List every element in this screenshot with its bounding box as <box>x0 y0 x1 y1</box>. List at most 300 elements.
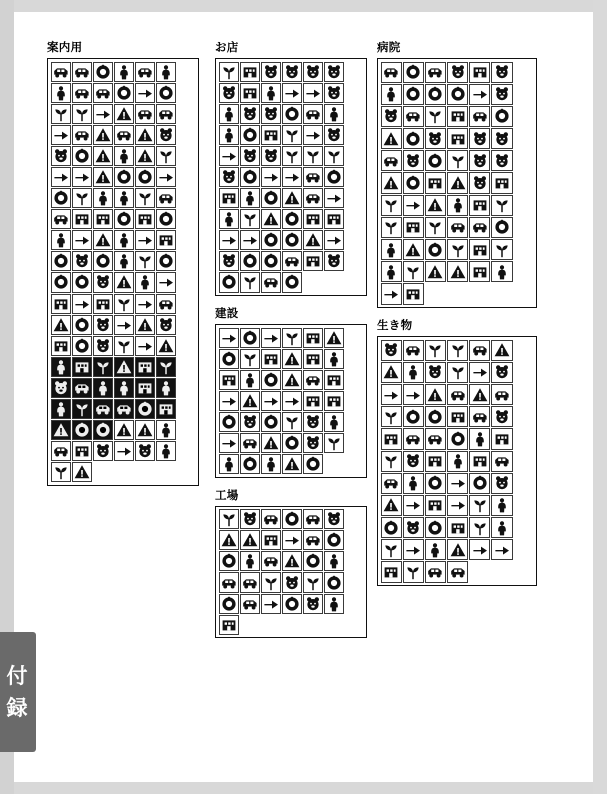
first-aid-icon[interactable] <box>93 146 113 166</box>
book-store-icon[interactable] <box>324 125 344 145</box>
subway-icon[interactable] <box>135 209 155 229</box>
owl-icon[interactable] <box>469 406 490 427</box>
no-food-icon[interactable] <box>135 399 155 419</box>
bicycle-icon[interactable] <box>72 209 92 229</box>
hand-stop-icon[interactable] <box>324 594 344 614</box>
bath-icon[interactable] <box>51 167 71 187</box>
flower-icon[interactable] <box>403 517 424 538</box>
bulldozer-icon[interactable] <box>303 391 323 411</box>
quality-check-icon[interactable] <box>219 594 239 614</box>
syringe-icon[interactable] <box>447 106 468 127</box>
shower-icon[interactable] <box>156 146 176 166</box>
duck-icon[interactable] <box>381 428 402 449</box>
stomach-icon[interactable] <box>403 217 424 238</box>
tennis-icon[interactable] <box>93 315 113 335</box>
penguin-icon[interactable] <box>403 428 424 449</box>
bus-icon[interactable] <box>114 188 134 208</box>
warehouse-icon[interactable] <box>324 251 344 271</box>
helmet-icon[interactable] <box>219 328 239 348</box>
no-entry-sign-icon[interactable] <box>114 399 134 419</box>
biohazard-icon[interactable] <box>425 239 446 260</box>
test-tube-icon[interactable] <box>425 172 446 193</box>
slope-icon[interactable] <box>72 230 92 250</box>
snake-icon[interactable] <box>403 473 424 494</box>
radiation-icon[interactable] <box>403 239 424 260</box>
virus-icon[interactable] <box>491 150 512 171</box>
magnifier-icon[interactable] <box>261 188 281 208</box>
mountain-icon[interactable] <box>72 294 92 314</box>
pills-icon[interactable] <box>403 128 424 149</box>
inspection-icon[interactable] <box>240 594 260 614</box>
shovel-icon[interactable] <box>303 433 323 453</box>
joint-icon[interactable] <box>491 217 512 238</box>
laundry-icon[interactable] <box>303 125 323 145</box>
blood-bag-icon[interactable] <box>491 128 512 149</box>
worker-signal-icon[interactable] <box>282 454 302 474</box>
dump-truck-icon[interactable] <box>219 412 239 432</box>
conveyor-icon[interactable] <box>240 509 260 529</box>
table-chair-icon[interactable] <box>93 251 113 271</box>
fish-shop-icon[interactable] <box>303 83 323 103</box>
running-icon[interactable] <box>135 315 155 335</box>
price-tag-icon[interactable] <box>240 125 260 145</box>
pig-icon[interactable] <box>447 362 468 383</box>
intercom-icon[interactable] <box>51 146 71 166</box>
brush-icon[interactable] <box>282 433 302 453</box>
no-smoking-icon[interactable] <box>114 146 134 166</box>
no-mobile-icon[interactable] <box>93 420 113 440</box>
mail-icon[interactable] <box>135 125 155 145</box>
ferry-icon[interactable] <box>156 209 176 229</box>
fitness-icon[interactable] <box>114 230 134 250</box>
luggage-storage-icon[interactable] <box>135 104 155 124</box>
wheelchair-icon[interactable] <box>114 83 134 103</box>
pallet-icon[interactable] <box>324 551 344 571</box>
turtle-icon[interactable] <box>491 451 512 472</box>
wrench-icon[interactable] <box>282 370 302 390</box>
no-climbing-icon[interactable] <box>72 441 92 461</box>
escalator-down-icon[interactable] <box>93 230 113 250</box>
train-icon[interactable] <box>93 188 113 208</box>
chick-icon[interactable] <box>447 561 468 582</box>
restroom-men-icon[interactable] <box>156 62 176 82</box>
phone-order-icon[interactable] <box>303 209 323 229</box>
lungs-icon[interactable] <box>469 195 490 216</box>
clock-tower-icon[interactable] <box>93 357 113 377</box>
grocery-icon[interactable] <box>324 83 344 103</box>
hand-signal-icon[interactable] <box>240 349 260 369</box>
elephant-icon[interactable] <box>469 384 490 405</box>
stairs-icon[interactable] <box>72 104 92 124</box>
restroom-unisex-icon[interactable] <box>72 83 92 103</box>
measuring-icon[interactable] <box>303 412 323 432</box>
parrot-icon[interactable] <box>447 428 468 449</box>
trowel-icon[interactable] <box>261 391 281 411</box>
cow-icon[interactable] <box>469 362 490 383</box>
dog-icon[interactable] <box>469 340 490 361</box>
knife-icon[interactable] <box>219 167 239 187</box>
eagle-icon[interactable] <box>425 428 446 449</box>
sheep-icon[interactable] <box>381 384 402 405</box>
appendix-side-tab[interactable] <box>0 632 36 752</box>
food-cart-icon[interactable] <box>240 83 260 103</box>
welding-icon[interactable] <box>240 572 260 592</box>
library-icon[interactable] <box>135 336 155 356</box>
bowl-icon[interactable] <box>156 251 176 271</box>
museum-icon[interactable] <box>114 336 134 356</box>
zebra-icon[interactable] <box>381 406 402 427</box>
iron-icon[interactable] <box>240 188 260 208</box>
box-open-icon[interactable] <box>282 251 302 271</box>
spider-icon[interactable] <box>403 495 424 516</box>
no-pets-icon[interactable] <box>156 378 176 398</box>
motorcycle-icon[interactable] <box>93 209 113 229</box>
open-sign-icon[interactable] <box>219 209 239 229</box>
shopping-bag-icon[interactable] <box>282 62 302 82</box>
airplane-icon[interactable] <box>72 188 92 208</box>
blueprint-icon[interactable] <box>219 433 239 453</box>
grasshopper-icon[interactable] <box>381 517 402 538</box>
no-bicycles-icon[interactable] <box>51 399 71 419</box>
restroom-women-icon[interactable] <box>51 83 71 103</box>
clothes-shop-icon[interactable] <box>324 62 344 82</box>
frog-icon[interactable] <box>381 473 402 494</box>
microscope-icon[interactable] <box>381 84 402 105</box>
picnic-icon[interactable] <box>72 336 92 356</box>
prohibited-icon[interactable] <box>72 399 92 419</box>
bone-icon[interactable] <box>469 217 490 238</box>
cup-icon[interactable] <box>135 251 155 271</box>
hand-cart-icon[interactable] <box>303 572 323 592</box>
dust-mask-icon[interactable] <box>219 370 239 390</box>
no-running-icon[interactable] <box>93 441 113 461</box>
art-gallery-icon[interactable] <box>51 357 71 377</box>
bamboo-icon[interactable] <box>425 561 446 582</box>
doctor-icon[interactable] <box>469 62 490 83</box>
worker-lifting-icon[interactable] <box>219 454 239 474</box>
panda-face-icon[interactable] <box>403 362 424 383</box>
escalator-icon[interactable] <box>51 104 71 124</box>
safety-glasses-icon[interactable] <box>303 349 323 369</box>
mushroom-icon[interactable] <box>425 539 446 560</box>
ant-icon[interactable] <box>381 495 402 516</box>
kidney-icon[interactable] <box>447 217 468 238</box>
takeout-box-icon[interactable] <box>282 167 302 187</box>
worker-icon[interactable] <box>240 328 260 348</box>
dna-icon[interactable] <box>381 172 402 193</box>
vending-machine-icon[interactable] <box>93 167 113 187</box>
swimming-icon[interactable] <box>135 294 155 314</box>
lighthouse-icon[interactable] <box>156 357 176 377</box>
shopping-cart-icon[interactable] <box>135 230 155 250</box>
hours-icon[interactable] <box>261 209 281 229</box>
pharmacy-icon[interactable] <box>240 104 260 124</box>
sanitize-icon[interactable] <box>469 239 490 260</box>
first-aid-cross-icon[interactable] <box>219 349 239 369</box>
recycle-icon[interactable] <box>156 167 176 187</box>
parking-icon[interactable] <box>51 230 71 250</box>
dragonfly-icon[interactable] <box>491 495 512 516</box>
no-skateboard-icon[interactable] <box>156 420 176 440</box>
shark-icon[interactable] <box>403 451 424 472</box>
lion-icon[interactable] <box>447 384 468 405</box>
fire-extinguisher-icon[interactable] <box>72 146 92 166</box>
octopus-icon[interactable] <box>425 451 446 472</box>
robot-arm-icon[interactable] <box>261 530 281 550</box>
hot-spring-icon[interactable] <box>72 167 92 187</box>
lizard-icon[interactable] <box>425 473 446 494</box>
ski-icon[interactable] <box>51 294 71 314</box>
no-touch-icon[interactable] <box>135 441 155 461</box>
closed-sign-icon[interactable] <box>240 209 260 229</box>
seed-icon[interactable] <box>381 561 402 582</box>
beetle-icon[interactable] <box>491 473 512 494</box>
scalpel-icon[interactable] <box>469 106 490 127</box>
coins-icon[interactable] <box>282 104 302 124</box>
counter-icon[interactable] <box>72 125 92 145</box>
bakery-icon[interactable] <box>261 83 281 103</box>
drinking-fountain-icon[interactable] <box>135 146 155 166</box>
gloves-icon[interactable] <box>282 328 302 348</box>
no-camera-icon[interactable] <box>114 420 134 440</box>
worker-safety-icon[interactable] <box>219 615 239 635</box>
rabbit-icon[interactable] <box>425 340 446 361</box>
tools-cross-icon[interactable] <box>282 509 302 529</box>
thermometer-icon[interactable] <box>491 106 512 127</box>
reception-icon[interactable] <box>93 125 113 145</box>
nursing-room-icon[interactable] <box>114 167 134 187</box>
customs-icon[interactable] <box>51 251 71 271</box>
crane-icon[interactable] <box>324 391 344 411</box>
stroller-icon[interactable] <box>135 83 155 103</box>
aed-icon[interactable] <box>114 378 134 398</box>
vaccine-icon[interactable] <box>469 172 490 193</box>
telephone-icon[interactable] <box>114 125 134 145</box>
sewing-icon[interactable] <box>219 230 239 250</box>
wrench-tool-icon[interactable] <box>303 509 323 529</box>
no-feeding-icon[interactable] <box>156 441 176 461</box>
kettle-icon[interactable] <box>93 272 113 292</box>
paint-roller-icon[interactable] <box>261 433 281 453</box>
no-entry-icon[interactable] <box>51 188 71 208</box>
koala-icon[interactable] <box>425 406 446 427</box>
person-standing-icon[interactable] <box>135 62 155 82</box>
quarantine-icon[interactable] <box>491 239 512 260</box>
package-icon[interactable] <box>261 251 281 271</box>
monument-icon[interactable] <box>72 357 92 377</box>
emergency-icon[interactable] <box>403 283 424 304</box>
truck-delivery-icon[interactable] <box>219 272 239 292</box>
mouth-icon[interactable] <box>425 195 446 216</box>
spray-bottle-icon[interactable] <box>324 167 344 187</box>
rehabilitation-icon[interactable] <box>447 261 468 282</box>
scissors-icon[interactable] <box>324 209 344 229</box>
cactus-icon[interactable] <box>491 539 512 560</box>
machine-icon[interactable] <box>240 530 260 550</box>
worker-digging-icon[interactable] <box>324 433 344 453</box>
sunflower-icon[interactable] <box>447 517 468 538</box>
cafe-icon[interactable] <box>261 146 281 166</box>
monkey-icon[interactable] <box>425 362 446 383</box>
patient-walking-icon[interactable] <box>425 261 446 282</box>
tweezers-icon[interactable] <box>381 128 402 149</box>
arrow-left-icon[interactable] <box>303 594 323 614</box>
biohazard-sign-icon[interactable] <box>491 261 512 282</box>
exit-door-icon[interactable] <box>93 104 113 124</box>
barista-icon[interactable] <box>282 146 302 166</box>
boots-icon[interactable] <box>303 328 323 348</box>
red-cross-icon[interactable] <box>381 62 402 83</box>
atm-icon[interactable] <box>240 251 260 271</box>
vending-icon[interactable] <box>219 251 239 271</box>
lost-and-found-icon[interactable] <box>51 125 71 145</box>
shipping-icon[interactable] <box>282 594 302 614</box>
factory-icon[interactable] <box>219 509 239 529</box>
control-panel-icon[interactable] <box>303 530 323 550</box>
taxi-icon[interactable] <box>135 188 155 208</box>
hair-salon-icon[interactable] <box>282 125 302 145</box>
no-dogs-icon[interactable] <box>114 441 134 461</box>
fish-icon[interactable] <box>469 428 490 449</box>
no-ball-games-icon[interactable] <box>135 420 155 440</box>
assembly-icon[interactable] <box>324 572 344 592</box>
butcher-icon[interactable] <box>282 83 302 103</box>
baggage-claim-icon[interactable] <box>156 230 176 250</box>
harness-icon[interactable] <box>240 370 260 390</box>
gloves-work-icon[interactable] <box>261 509 281 529</box>
camping-icon[interactable] <box>93 294 113 314</box>
fishing-icon[interactable] <box>114 294 134 314</box>
crab-icon[interactable] <box>447 451 468 472</box>
ear-icon[interactable] <box>381 195 402 216</box>
warning-triangle-icon[interactable] <box>72 462 92 482</box>
storage-tank-icon[interactable] <box>261 551 281 571</box>
lathe-icon[interactable] <box>219 572 239 592</box>
pliers-icon[interactable] <box>240 391 260 411</box>
grain-icon[interactable] <box>469 539 490 560</box>
surfing-icon[interactable] <box>156 294 176 314</box>
castle-icon[interactable] <box>135 272 155 292</box>
restroom-sign-icon[interactable] <box>72 251 92 271</box>
horse-icon[interactable] <box>491 362 512 383</box>
barrel-icon[interactable] <box>303 551 323 571</box>
pine-icon[interactable] <box>491 517 512 538</box>
golf-icon[interactable] <box>72 315 92 335</box>
inventory-icon[interactable] <box>261 272 281 292</box>
no-fishing-icon[interactable] <box>51 462 71 482</box>
ambulance-icon[interactable] <box>425 62 446 83</box>
ship-icon[interactable] <box>156 188 176 208</box>
car-icon[interactable] <box>51 209 71 229</box>
forklift-icon[interactable] <box>282 572 302 592</box>
iv-drip-icon[interactable] <box>469 128 490 149</box>
no-fire-icon[interactable] <box>72 420 92 440</box>
cash-register-icon[interactable] <box>261 104 281 124</box>
press-icon[interactable] <box>282 530 302 550</box>
no-swimming-icon[interactable] <box>51 420 71 440</box>
torii-icon[interactable] <box>114 272 134 292</box>
no-entry-medical-icon[interactable] <box>447 239 468 260</box>
credit-card-icon[interactable] <box>303 104 323 124</box>
watch-repair-icon[interactable] <box>324 230 344 250</box>
pedestrian-crossing-icon[interactable] <box>72 378 92 398</box>
tree-icon[interactable] <box>469 517 490 538</box>
sos-phone-icon[interactable] <box>93 378 113 398</box>
excavator-icon[interactable] <box>282 391 302 411</box>
engineer-icon[interactable] <box>324 328 344 348</box>
safety-vest-icon[interactable] <box>261 328 281 348</box>
ladybug-icon[interactable] <box>469 495 490 516</box>
stadium-icon[interactable] <box>114 315 134 335</box>
temple-icon[interactable] <box>156 272 176 292</box>
saw-icon[interactable] <box>324 370 344 390</box>
chicken-icon[interactable] <box>491 406 512 427</box>
discount-icon[interactable] <box>261 125 281 145</box>
tower-icon[interactable] <box>135 357 155 377</box>
bottle-icon[interactable] <box>72 272 92 292</box>
switchboard-icon[interactable] <box>219 551 239 571</box>
mixer-truck-icon[interactable] <box>240 412 260 432</box>
department-store-icon[interactable] <box>219 62 239 82</box>
key-cutting-icon[interactable] <box>261 230 281 250</box>
leaf-icon[interactable] <box>381 539 402 560</box>
hand-truck-icon[interactable] <box>303 251 323 271</box>
no-drinks-icon[interactable] <box>156 399 176 419</box>
photo-print-icon[interactable] <box>282 230 302 250</box>
shrimp-icon[interactable] <box>469 451 490 472</box>
worker-falling-icon[interactable] <box>261 454 281 474</box>
repair-icon[interactable] <box>240 230 260 250</box>
no-parking-icon[interactable] <box>93 399 113 419</box>
warning-machine-icon[interactable] <box>261 572 281 592</box>
container-icon[interactable] <box>282 551 302 571</box>
bridge-icon[interactable] <box>114 357 134 377</box>
flower-shop-icon[interactable] <box>219 104 239 124</box>
hospital-bed-icon[interactable] <box>403 62 424 83</box>
tiger-icon[interactable] <box>425 384 446 405</box>
baby-changing-icon[interactable] <box>93 83 113 103</box>
camera-icon[interactable] <box>324 188 344 208</box>
fox-icon[interactable] <box>381 362 402 383</box>
wine-glass-icon[interactable] <box>114 251 134 271</box>
prescription-icon[interactable] <box>447 84 468 105</box>
hazard-icon[interactable] <box>403 261 424 282</box>
delivery-icon[interactable] <box>303 167 323 187</box>
bear-icon[interactable] <box>403 340 424 361</box>
no-littering-icon[interactable] <box>51 441 71 461</box>
medicine-bottle-icon[interactable] <box>447 128 468 149</box>
brain-icon[interactable] <box>381 217 402 238</box>
whale-icon[interactable] <box>491 428 512 449</box>
ladder-icon[interactable] <box>282 412 302 432</box>
worker-carrying-icon[interactable] <box>240 454 260 474</box>
speech-bubble-icon[interactable] <box>282 188 302 208</box>
x-ray-icon[interactable] <box>491 84 512 105</box>
bee-icon[interactable] <box>469 473 490 494</box>
information-person-icon[interactable] <box>93 62 113 82</box>
barcode-icon[interactable] <box>324 104 344 124</box>
wifi-icon[interactable] <box>240 146 260 166</box>
medical-record-icon[interactable] <box>469 84 490 105</box>
cleaning-icon[interactable] <box>219 188 239 208</box>
receipt-icon[interactable] <box>219 125 239 145</box>
playground-icon[interactable] <box>93 336 113 356</box>
nose-icon[interactable] <box>403 195 424 216</box>
ear-protection-icon[interactable] <box>324 349 344 369</box>
diving-icon[interactable] <box>51 315 71 335</box>
coin-locker-icon[interactable] <box>156 104 176 124</box>
medical-chart-icon[interactable] <box>425 84 446 105</box>
